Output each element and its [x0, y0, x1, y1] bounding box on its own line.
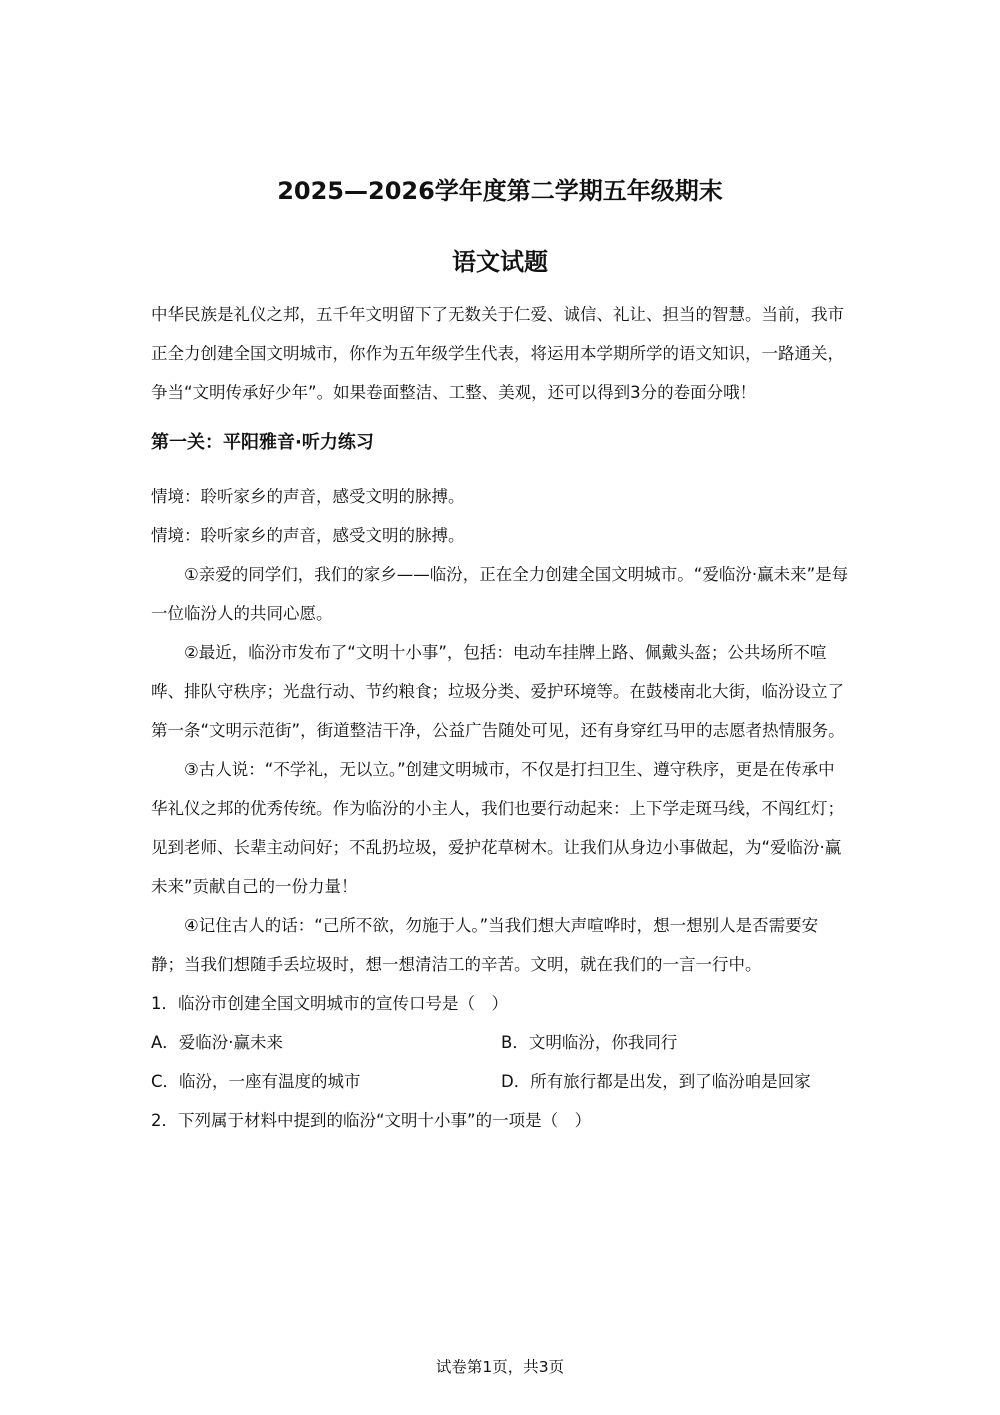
passage-paragraph-2: ②最近，临汾市发布了“文明十小事”，包括：电动车挂牌上路、佩戴头盔；公共场所不喧哗、排队守秩序；光盘行动、节约粮食；垃圾分类、爱护环境等。在鼓楼南北大街，临汾设立了第一条“文明示范街”，街道整洁干净，公益广告随处可见，还有身穿红马甲的志愿者热情服务。 [151, 643, 845, 740]
option-c: C．临汾，一座有温度的城市 [151, 1072, 361, 1091]
question-1-options-row-1 [151, 1023, 851, 1062]
exam-content [151, 295, 851, 1140]
question-2-stem: 2．下列属于材料中提到的临汾“文明十小事”的一项是（ ） [151, 1111, 592, 1130]
question-1-options-row-2 [151, 1062, 851, 1101]
question-1-stem: 1．临汾市创建全国文明城市的宣传口号是（ ） [151, 994, 508, 1013]
context-line: 情境：聆听家乡的声音，感受文明的脉搏。 [151, 487, 465, 506]
intro-paragraph: 中华民族是礼仪之邦，五千年文明留下了无数关于仁爱、诚信、礼让、担当的智慧。当前，我市正全力创建全国文明城市，你作为五年级学生代表，将运用本学期所学的语文知识，一路通关，争当“文明传承好少年”。如果卷面整洁、工整、美观，还可以得到3分的卷面分哦！ [151, 305, 844, 402]
context-line-repeat: 情境：聆听家乡的声音，感受文明的脉搏。 [151, 526, 465, 545]
exam-title: 2025—2026学年度第二学期五年级期末 [277, 177, 723, 205]
exam-subtitle: 语文试题 [452, 248, 548, 276]
option-a: A．爱临汾·赢未来 [151, 1033, 284, 1052]
page-footer: 试卷第1页，共3页 [435, 1358, 565, 1376]
section-title: 第一关：平阳雅音·听力练习 [151, 432, 374, 453]
option-b: B．文明临汾，你我同行 [501, 1033, 678, 1052]
option-d: D．所有旅行都是出发，到了临汾咱是回家 [501, 1072, 811, 1091]
passage-paragraph-4: ④记住古人的话：“己所不欲，勿施于人。”当我们想大声喧哗时，想一想别人是否需要安静；当我们想随手丢垃圾时，想一想清洁工的辛苦。文明，就在我们的一言一行中。 [151, 916, 819, 974]
passage-paragraph-3: ③古人说：“不学礼，无以立。”创建文明城市，不仅是打扫卫生、遵守秩序，更是在传承中华礼仪之邦的优秀传统。作为临汾的小主人，我们也要行动起来：上下学走斑马线，不闯红灯；见到老师、长辈主动问好；不乱扔垃圾，爱护花草树木。让我们从身边小事做起，为“爱临汾·赢未来”贡献自己的一份力量！ [151, 760, 844, 896]
passage-paragraph-1: ①亲爱的同学们，我们的家乡——临汾，正在全力创建全国文明城市。“爱临汾·赢未来”是每一位临汾人的共同心愿。 [151, 565, 849, 623]
